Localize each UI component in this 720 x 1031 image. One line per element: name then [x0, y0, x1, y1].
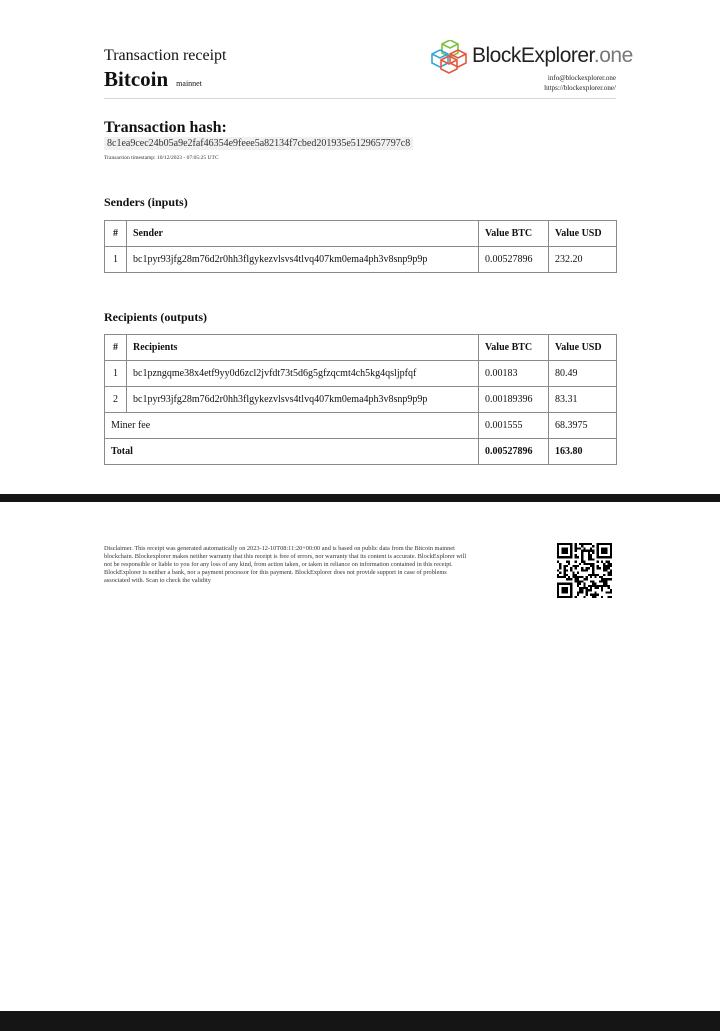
brand-suffix: .one	[593, 44, 633, 67]
coin-line	[104, 67, 226, 91]
recipients-table	[104, 334, 617, 465]
brand-main: BlockExplorer	[472, 44, 594, 67]
col-value-btc: Value BTC	[479, 335, 549, 361]
recipients-title: Recipients (outputs)	[104, 310, 208, 324]
col-recipients: Recipients	[127, 335, 479, 361]
recipients-header-row	[105, 335, 617, 361]
network-label: mainnet	[176, 79, 202, 88]
value-btc: 0.00183	[479, 361, 549, 387]
col-value-btc: Value BTC	[479, 221, 549, 247]
row-index: 2	[105, 387, 127, 413]
table-row	[105, 361, 617, 387]
table-row	[105, 387, 617, 413]
value-usd: 80.49	[549, 361, 617, 387]
value-btc: 0.00527896	[479, 247, 549, 273]
senders-title: Senders (inputs)	[104, 195, 188, 209]
fee-btc: 0.001555	[479, 413, 549, 439]
value-btc: 0.00189396	[479, 387, 549, 413]
cubes-logo-icon	[430, 40, 470, 74]
receipt-header	[104, 46, 226, 91]
receipt-title: Transaction receipt	[104, 47, 227, 64]
coin-name: Bitcoin	[104, 67, 169, 91]
col-value-usd: Value USD	[549, 335, 617, 361]
brand-name	[472, 44, 633, 68]
row-index: 1	[105, 361, 127, 387]
table-row	[105, 247, 617, 273]
miner-fee-row	[105, 413, 617, 439]
hash-title: Transaction hash:	[104, 119, 227, 136]
transaction-hash: 8c1ea9cec24b05a9e2faf46354e9feee5a82134f7cbed201935e5129657797c8	[104, 137, 413, 150]
bottom-band	[0, 1011, 720, 1031]
header-divider	[104, 98, 616, 99]
disclaimer-text: Disclaimer. This receipt was generated automatically on 2023-12-10T08:11:20+00:00 and is based on public data from the Bitcoin mainnet blockchain. Blockexplorer makes neither warranty that this receipt is free of errors, nor warranty that its content is accurate. BlockExplorer will not be responsible or liable to you for any loss of any kind, from action taken, or taken in reliance on information contained in this receipt. BlockExplorer is neither a bank, nor a payment processor for this payment. BlockExplorer does not provide support in case of problems associated with. Scan to check the validity	[104, 545, 467, 584]
recipient-address: bc1pzngqme38x4etf9yy0d6zcl2jvfdt73t5d6g5gfzqcmt4ch5kg4qsljpfqf	[127, 361, 479, 387]
senders-table	[104, 220, 617, 273]
contact-info	[544, 73, 616, 93]
col-index: #	[105, 221, 127, 247]
value-usd: 83.31	[549, 387, 617, 413]
blockexplorer-logo[interactable]	[430, 40, 633, 74]
qr-code-icon[interactable]	[557, 543, 612, 598]
contact-website[interactable]: https://blockexplorer.one/	[544, 84, 616, 92]
receipt-page-2	[0, 502, 720, 1011]
page-separator	[0, 494, 720, 502]
miner-fee-label: Miner fee	[105, 413, 479, 439]
total-btc: 0.00527896	[479, 439, 549, 465]
sender-address: bc1pyr93jfg28m76d2r0hh3flgykezvlsvs4tlvq407km0ema4ph3v8snp9p9p	[127, 247, 479, 273]
total-usd: 163.80	[549, 439, 617, 465]
transaction-timestamp: Transaction timestamp: 10/12/2023 - 07:05:25 UTC	[104, 155, 219, 161]
senders-header-row	[105, 221, 617, 247]
value-usd: 232.20	[549, 247, 617, 273]
fee-usd: 68.3975	[549, 413, 617, 439]
contact-email[interactable]: info@blockexplorer.one	[547, 74, 616, 82]
total-row	[105, 439, 617, 465]
row-index: 1	[105, 247, 127, 273]
col-sender: Sender	[127, 221, 479, 247]
total-label: Total	[105, 439, 479, 465]
col-index: #	[105, 335, 127, 361]
recipient-address: bc1pyr93jfg28m76d2r0hh3flgykezvlsvs4tlvq407km0ema4ph3v8snp9p9p	[127, 387, 479, 413]
receipt-page-1	[0, 0, 720, 494]
col-value-usd: Value USD	[549, 221, 617, 247]
